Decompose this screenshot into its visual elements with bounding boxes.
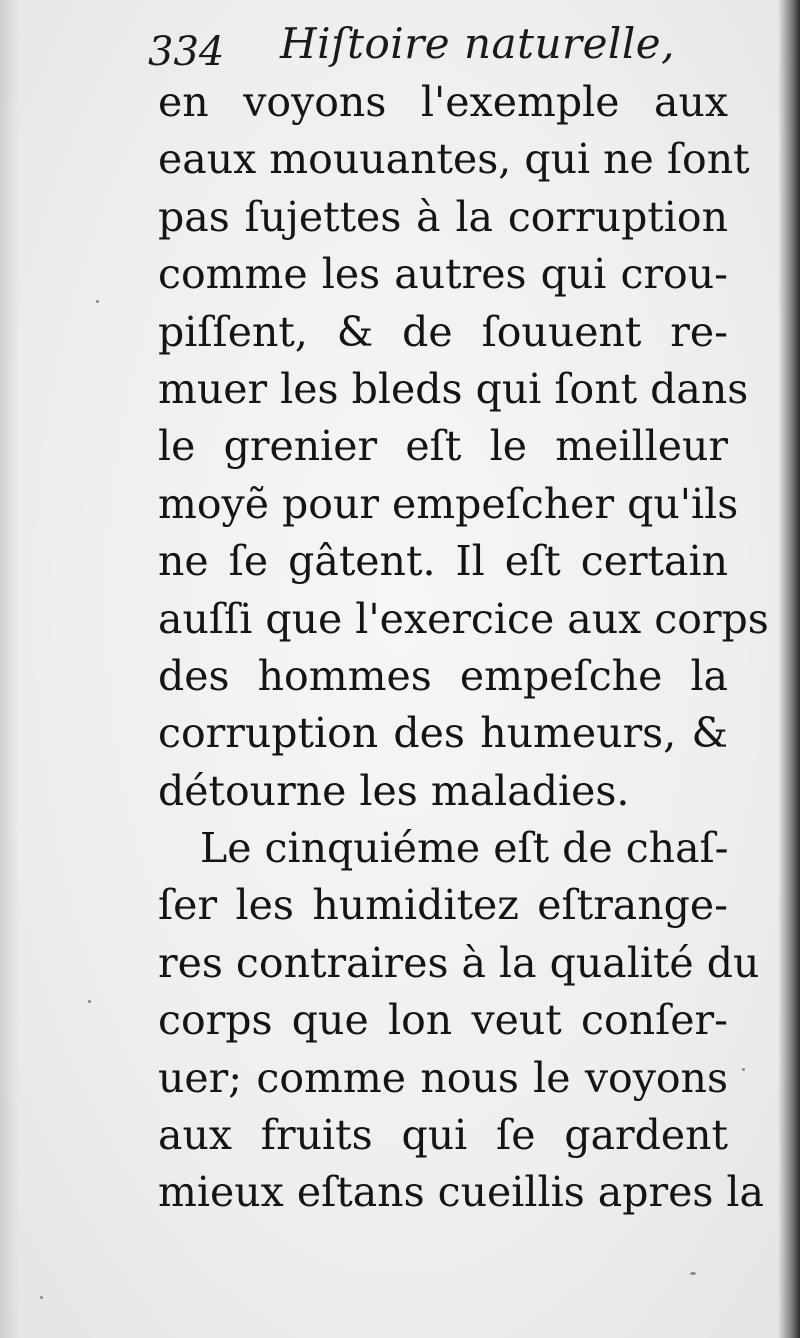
text-line: en voyons l'exemple aux [158, 78, 728, 126]
page-number: 334 [148, 29, 225, 75]
text-line: muer les bleds qui ſont dans [158, 364, 749, 413]
paragraph-start-line: Le cinquiéme eſt de chaſ- [200, 824, 729, 873]
page-edge-left [0, 0, 18, 1338]
page-edge-right [778, 0, 800, 1338]
text-line: des hommes empeſche la [158, 651, 728, 700]
text-line: auſſi que l'exercice aux corps [158, 594, 769, 643]
paper-speck [88, 1000, 91, 1003]
text-line: piſſent, & de ſouuent re- [158, 307, 728, 356]
text-line: corps que lon veut conſer- [158, 996, 728, 1045]
text-line: moyẽ pour empeſcher qu'ils [158, 479, 739, 528]
paper-speck [690, 1272, 696, 1275]
text-line: res contraires à la qualité du [158, 938, 760, 987]
text-line: aux fruits qui ſe gardent [158, 1111, 728, 1160]
body-text [158, 74, 769, 1222]
paper-speck [742, 1068, 745, 1071]
paragraph-end-line: détourne les maladies. [158, 766, 630, 815]
text-line: ſer les humiditez eſtrange- [158, 881, 728, 930]
text-line: le grenier eſt le meilleur [158, 422, 728, 471]
paper-speck [96, 300, 99, 303]
running-head: Hiſtoire naturelle, [280, 19, 676, 68]
page-header [148, 14, 748, 76]
paper-speck [40, 1296, 43, 1299]
text-line: mieux eſtans cueillis apres la [158, 1168, 764, 1217]
text-line: comme les autres qui crou- [158, 250, 728, 299]
text-line: corruption des humeurs, & [158, 709, 728, 758]
text-line: pas ſujettes à la corruption [158, 192, 728, 241]
text-line: eaux mouuantes, qui ne ſont [158, 135, 750, 184]
text-line: uer; comme nous le voyons [158, 1053, 728, 1102]
text-line: ne ſe gâtent. Il eſt certain [158, 537, 728, 586]
